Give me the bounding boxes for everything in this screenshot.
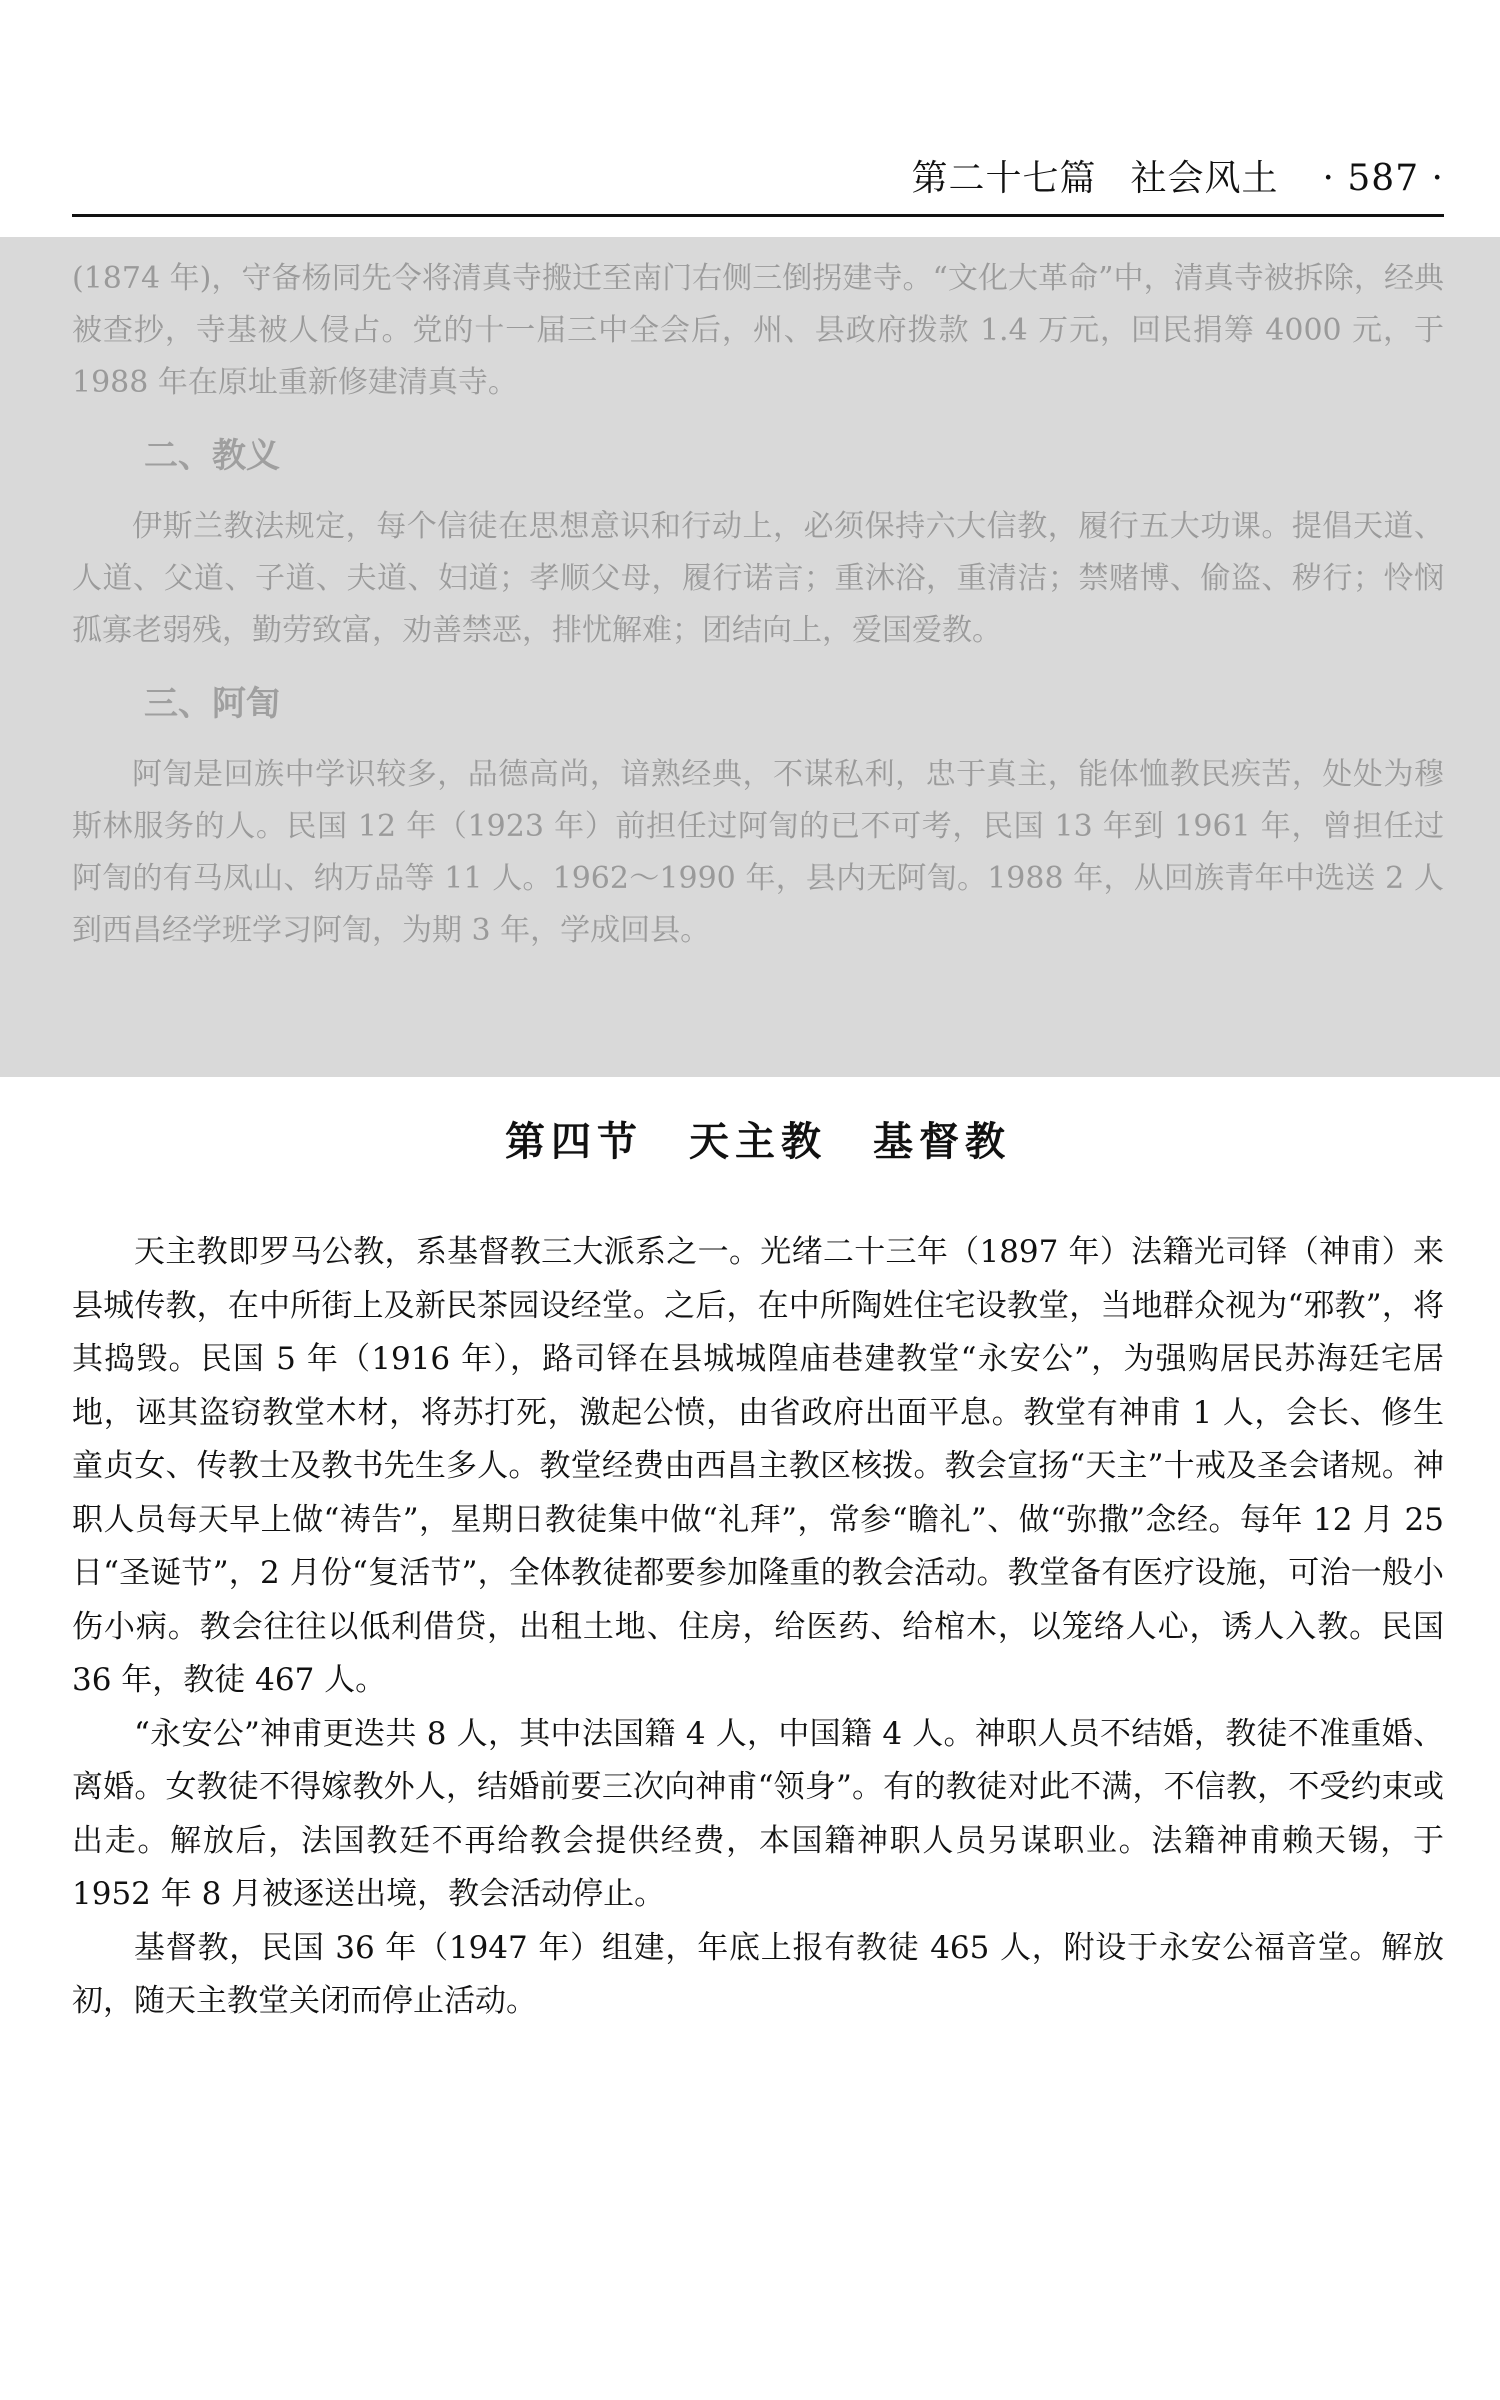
heading-ahong: 三、阿訇 [144,684,280,724]
section-topic-christianity: 基督教 [873,1118,1011,1165]
faded-previous-section [0,237,1500,1077]
paragraph-yonganggong: “永安公”神甫更迭共 8 人，其中法国籍 4 人，中国籍 4 人。神职人员不结婚，教徒不准重婚、离婚。女教徒不得嫁教外人，结婚前要三次向神甫“领身”。有的教徒对此不满，不信教，不受约束或出走。解放后，法国教廷不再给教会提供经费，本国籍神职人员另谋职业。法籍神甫赖天锡，于 1952 年 8 月被逐送出境，教会活动停止。 [72,1715,1444,1912]
running-header [72,148,1444,210]
paragraph-christianity: 基督教，民国 36 年（1947 年）组建，年底上报有教徒 465 人，附设于永安公福音堂。解放初，随天主教堂关闭而停止活动。 [72,1929,1444,2019]
header-section: 社会风土 [1130,158,1279,199]
page-number: · 587 · [1322,158,1444,199]
doctrine-paragraph: 伊斯兰教法规定，每个信徒在思想意识和行动上，必须保持六大信教，履行五大功课。提倡天道、人道、父道、子道、夫道、妇道；孝顺父母，履行诺言；重沐浴，重清洁；禁赌博、偷盗、秽行；怜悯孤寡老弱残，勤劳致富，劝善禁恶，排忧解难；团结向上，爱国爱教。 [72,509,1444,648]
section-number: 第四节 [505,1118,643,1165]
section-title [72,1112,1444,1172]
ahong-paragraph: 阿訇是回族中学识较多，品德高尚，谙熟经典，不谋私利，忠于真主，能体恤教民疾苦，处处为穆斯林服务的人。民国 12 年（1923 年）前担任过阿訇的已不可考，民国 13 年到 1961 年，曾担任过阿訇的有马凤山、纳万品等 11 人。1962～1990 年，县内无阿訇。1988 年，从回族青年中选送 2 人到西昌经学班学习阿訇，为期 3 年，学成回县。 [72,757,1444,948]
heading-doctrine: 二、教义 [144,436,280,476]
faded-intro-paragraph: (1874 年)，守备杨同先令将清真寺搬迁至南门右侧三倒拐建寺。“文化大革命”中，清真寺被拆除，经典被查抄，寺基被人侵占。党的十一届三中全会后，州、县政府拨款 1.4 万元，回民捐筹 4000 元，于 1988 年在原址重新修建清真寺。 [72,261,1444,400]
header-chapter: 第二十七篇 [911,158,1097,199]
header-rule [72,214,1444,217]
faded-section-content [72,253,1444,957]
section-body [72,1226,1444,2029]
paragraph-catholicism: 天主教即罗马公教，系基督教三大派系之一。光绪二十三年（1897 年）法籍光司铎（神甫）来县城传教，在中所街上及新民茶园设经堂。之后，在中所陶姓住宅设教堂，当地群众视为“邪教”，将其捣毁。民国 5 年（1916 年），路司铎在县城城隍庙巷建教堂“永安公”，为强购居民苏海廷宅居地，诬其盗窃教堂木材，将苏打死，激起公愤，由省政府出面平息。教堂有神甫 1 人，会长、修生童贞女、传教士及教书先生多人。教堂经费由西昌主教区核拨。教会宣扬“天主”十戒及圣会诸规。神职人员每天早上做“祷告”，星期日教徒集中做“礼拜”，常参“瞻礼”、做“弥撒”念经。每年 12 月 25 日“圣诞节”，2 月份“复活节”，全体教徒都要参加隆重的教会活动。教堂备有医疗设施，可治一般小伤小病。教会往往以低利借贷，出租土地、住房，给医药、给棺木，以笼络人心，诱人入教。民国 36 年，教徒 467 人。 [72,1234,1444,1698]
section-topic-catholicism: 天主教 [689,1118,827,1165]
